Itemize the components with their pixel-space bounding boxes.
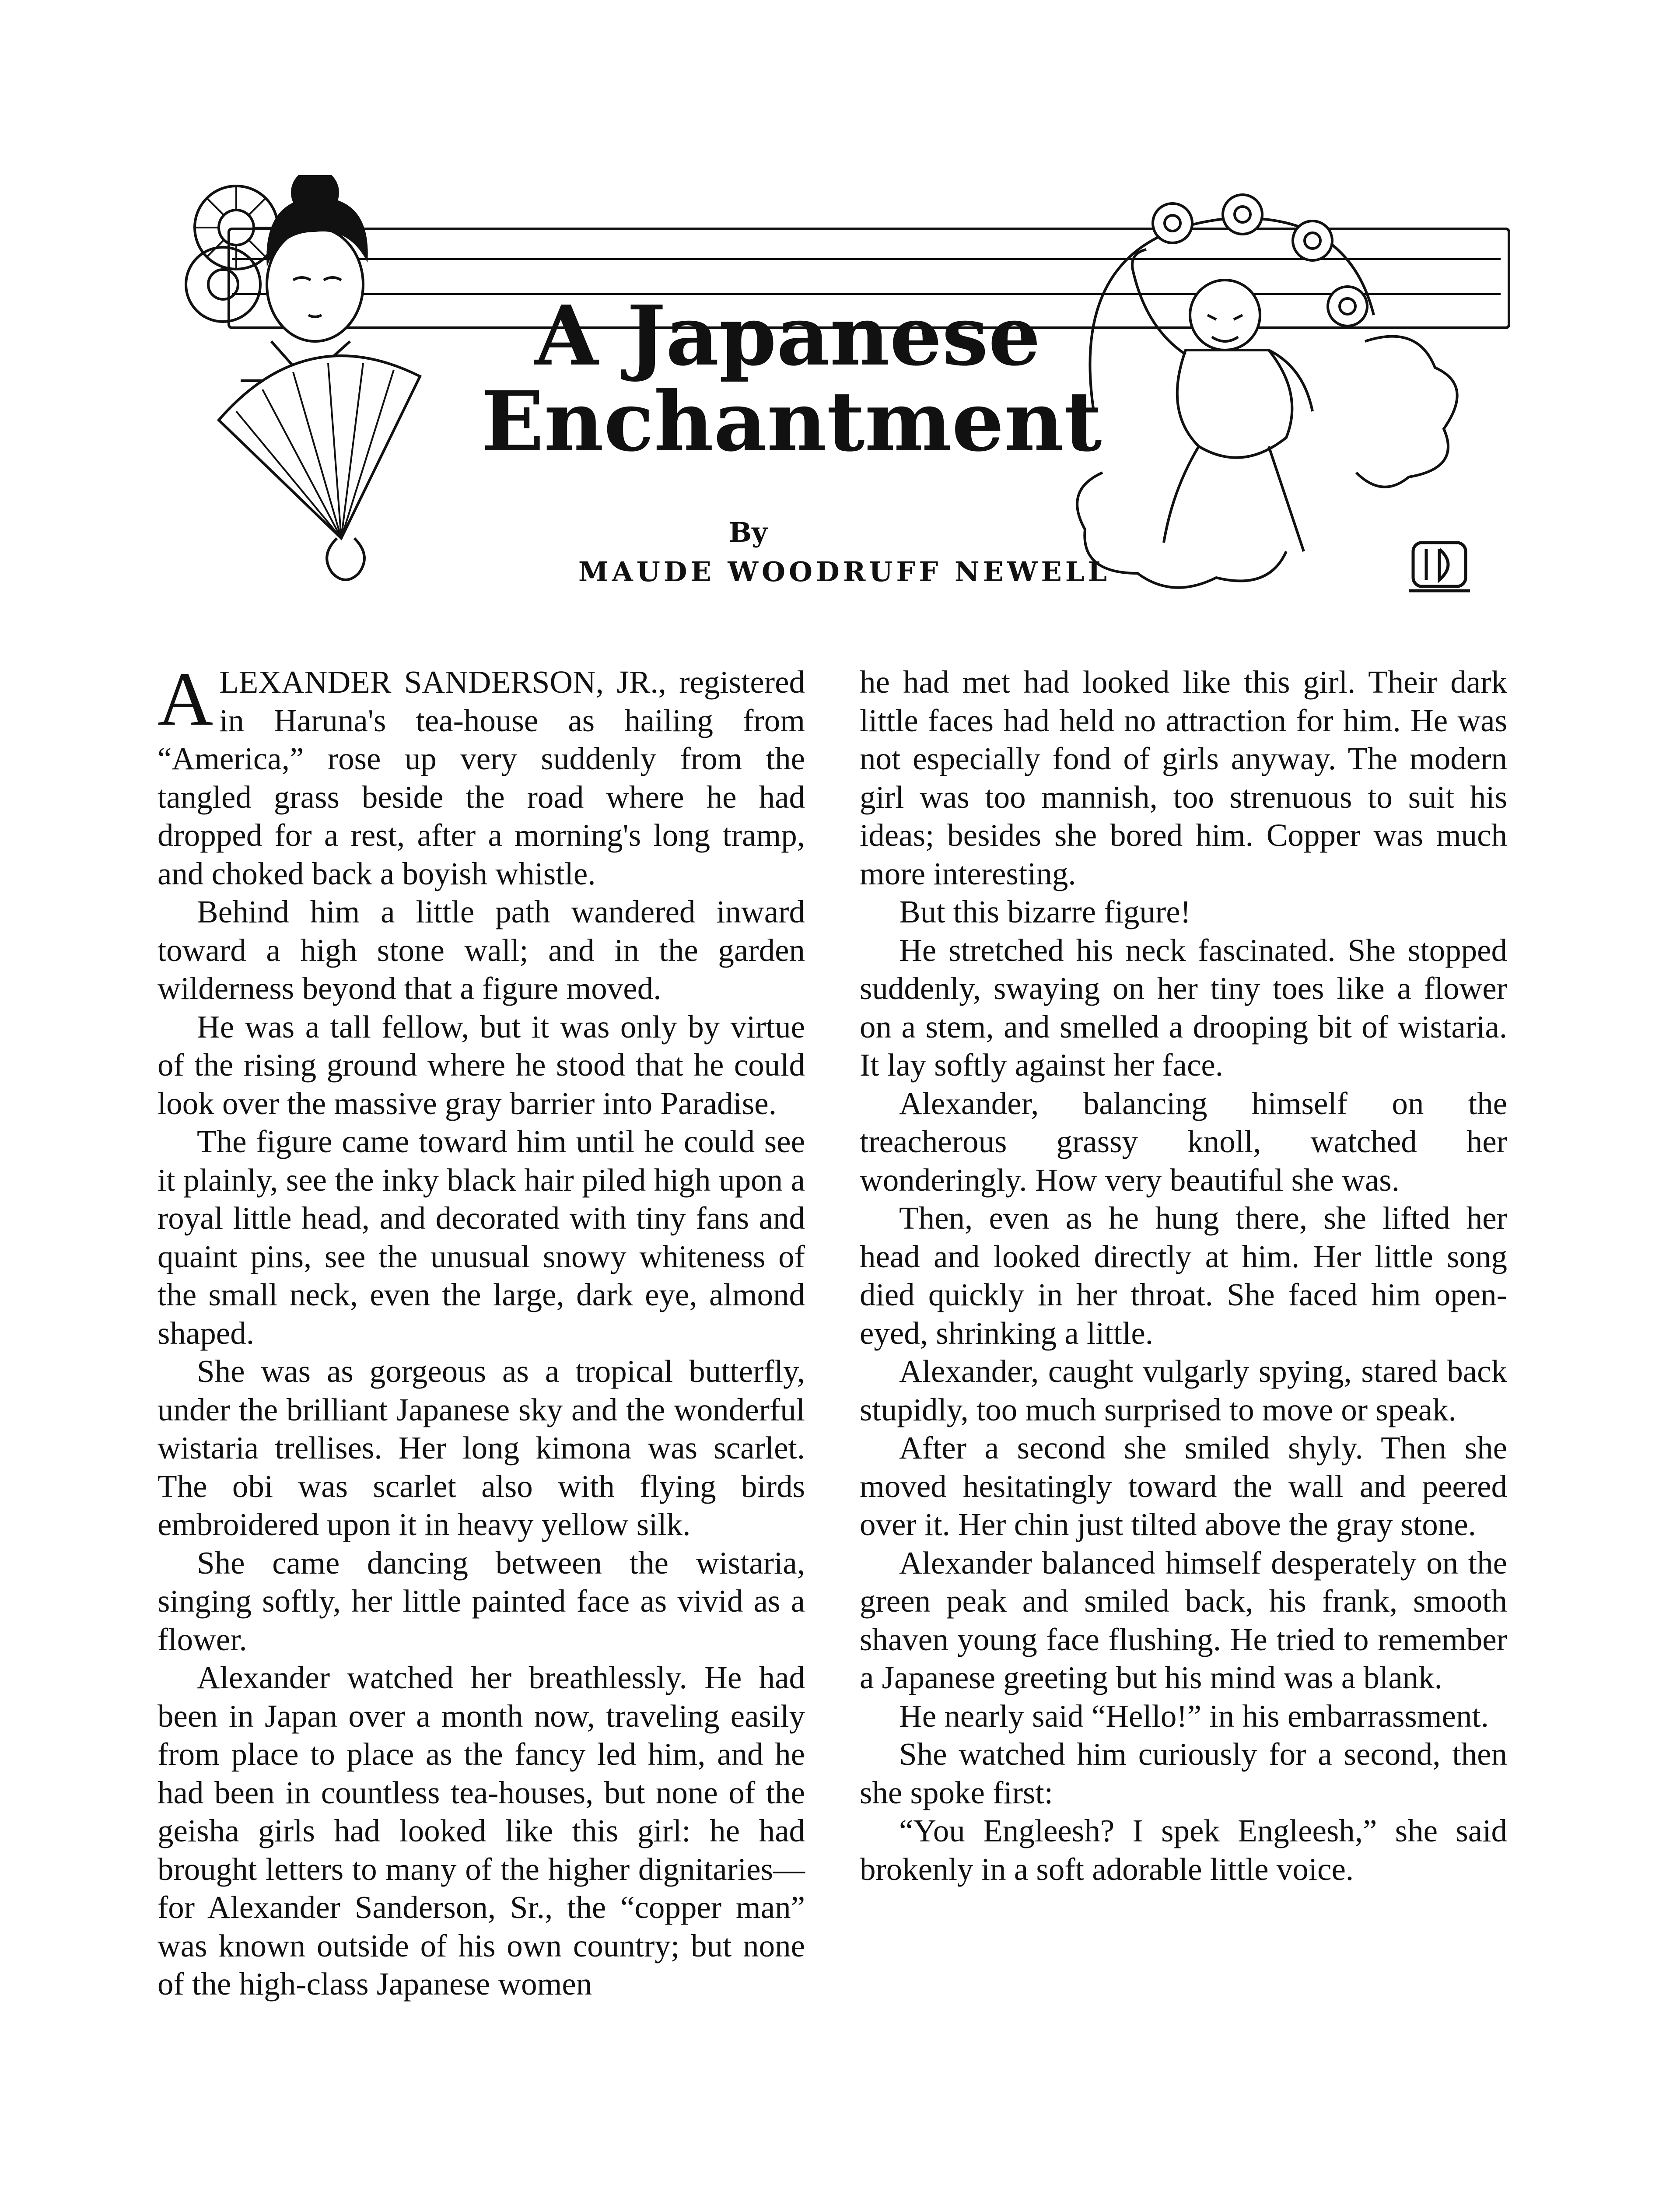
paragraph: But this bizarre figure! (899, 894, 1191, 929)
drop-cap: A (158, 656, 214, 742)
article-title (481, 288, 1102, 470)
paragraph: He was a tall fellow, but it was only by virtue of the rising ground where he stood that he could look over the massive gray barrier into Paradise. (158, 1009, 805, 1121)
paragraph: He nearly said “Hello!” in his embarrassment. (899, 1698, 1489, 1734)
paragraph: Then, even as he hung there, she lifted her head and looked directly at him. Her little song died quickly in her throat. She faced him open-eyed, shrinking a little. (860, 1200, 1507, 1351)
left-column (158, 656, 805, 2003)
paragraph: Alexander watched her breathlessly. He had been in Japan over a month now, traveling easily from place to place as the fancy led him, and he had been in countless tea-houses, but none of the geisha girls had looked like this girl: he had brought letters to many of the higher dignitaries—for Alexander Sanderson, Sr., the “copper man” was known outside of his own country; but none of the high-class Japanese women (158, 1660, 805, 2002)
author-name: MAUDE WOODRUFF NEWELL (578, 556, 1111, 588)
paragraph: Behind him a little path wandered inward toward a high stone wall; and in the garden wilderness beyond that a figure moved. (158, 894, 805, 1006)
paragraph: She was as gorgeous as a tropical butterfly, under the brilliant Japanese sky and the wonderful wistaria trellises. Her long kimona was scarlet. The obi was scarlet also with flying birds embroidered upon it in heavy yellow silk. (158, 1353, 805, 1542)
paragraph: Alexander, balancing himself on the treacherous grassy knoll, watched her wonderingly. How very beautiful she was. (860, 1085, 1507, 1198)
right-column (860, 663, 1507, 1888)
paragraph: ALEXANDER SANDERSON, JR., registered in Haruna's tea-house as hailing from “America,” rose up very suddenly from the tangled grass beside the road where he had dropped for a rest, after a morning's long tramp, and choked back a boyish whistle. (158, 656, 805, 891)
title-header (166, 175, 1518, 613)
title-line-2: Enchantment (481, 373, 1102, 470)
artist-monogram-icon (1400, 534, 1479, 600)
paragraph: She came dancing between the wistaria, singing softly, her little painted face as vivid as a flower. (158, 1545, 805, 1657)
title-line-1: A Japanese (534, 288, 1041, 384)
geisha-illustration (175, 175, 508, 595)
paragraph: Alexander balanced himself desperately on the green peak and smiled back, his frank, smooth shaven young face flushing. He tried to remember a Japanese greeting but his mind was a blank. (860, 1545, 1507, 1695)
paragraph: After a second she smiled shyly. Then she moved hesitatingly toward the wall and peered over it. Her chin just tilted above the gray stone. (860, 1430, 1507, 1542)
byline-by: By (728, 516, 768, 548)
paragraph: “You Engleesh? I spek Engleesh,” she said brokenly in a soft adorable little voice. (860, 1813, 1507, 1887)
paragraph: He stretched his neck fascinated. She stopped suddenly, swaying on her tiny toes like a flower on a stem, and smelled a drooping bit of wistaria. It lay softly against her face. (860, 932, 1507, 1083)
paragraph: he had met had looked like this girl. Their dark little faces had held no attraction for him. He was not especially fond of girls anyway. The modern girl was too mannish, too strenuous to suit his ideas; besides she bored him. Copper was much more interesting. (860, 664, 1507, 891)
paragraph: She watched him curiously for a second, then she spoke first: (860, 1736, 1507, 1810)
paragraph: Alexander, caught vulgarly spying, stared back stupidly, too much surprised to move or speak. (860, 1353, 1507, 1427)
paragraph: The figure came toward him until he could see it plainly, see the inky black hair piled high upon a royal little head, and decorated with tiny fans and quaint pins, see the unusual snowy whiteness of the small neck, even the large, dark eye, almond shaped. (158, 1124, 805, 1351)
